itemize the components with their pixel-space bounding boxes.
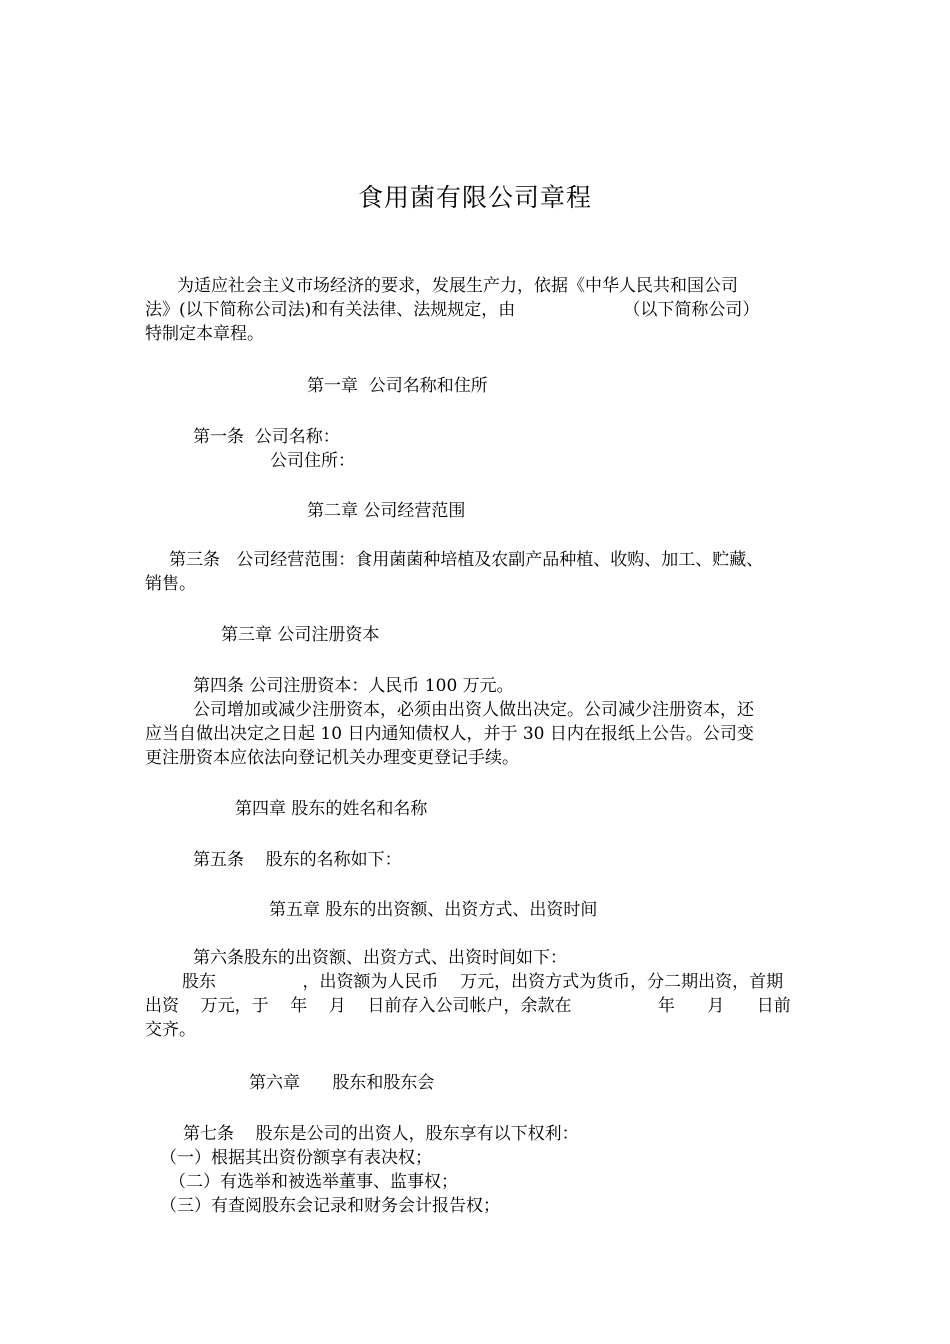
right-item: （二）有选举和被选举董事、监事权； [169,1172,458,1192]
article-4-paragraph-line-3: 更注册资本应依法向登记机关办理变更登记手续。 [145,748,519,768]
article-6: 第六条股东的出资额、出资方式、出资时间如下： [193,948,567,968]
right-item: （一）根据其出资份额享有表决权； [160,1148,432,1168]
article-1-company-address: 公司住所： [270,451,355,471]
chapter-2-heading: 第二章 公司经营范围 [307,501,466,521]
chapter-1-heading: 第一章 公司名称和住所 [307,376,488,396]
preamble-line-3: 特制定本章程。 [145,324,264,344]
chapter-3-heading: 第三章 公司注册资本 [221,625,380,645]
chapter-4-heading: 第四章 股东的姓名和名称 [235,799,428,819]
article-4-paragraph-line-1: 公司增加或减少注册资本，必须由出资人做出决定。公司减少注册资本，还 [193,700,754,720]
chapter-6-heading: 第六章 股东和股东会 [249,1073,435,1093]
article-6-paragraph-line-1: 股东 ，出资额为人民币 万元，出资方式为货币，分二期出资，首期 [182,972,784,992]
right-item: （三）有查阅股东会记录和财务会计报告权； [160,1196,500,1216]
article-7: 第七条 股东是公司的出资人，股东享有以下权利： [183,1124,579,1144]
preamble-line-2: 法》(以下简称公司法)和有关法律、法规规定，由 （以下简称公司） [145,300,760,320]
preamble-line-1: 为适应社会主义市场经济的要求，发展生产力，依据《中华人民共和国公司 [177,276,738,296]
chapter-5-heading: 第五章 股东的出资额、出资方式、出资时间 [269,900,598,920]
article-1-company-name: 第一条 公司名称： [193,427,340,447]
article-3-line-1: 第三条 公司经营范围：食用菌菌种培植及农副产品种植、收购、加工、贮藏、 [169,550,764,570]
article-4-paragraph-line-2: 应当自做出决定之日起 10 日内通知债权人，并于 30 日内在报纸上公告。公司变 [145,724,754,744]
article-6-paragraph-line-2: 出资 万元，于 年 月 日前存入公司帐户，余款在 年 月 日前 [145,996,791,1016]
article-6-paragraph-line-3: 交齐。 [145,1020,196,1040]
article-3-line-2: 销售。 [145,574,196,594]
page-title: 食用菌有限公司章程 [357,183,592,212]
article-4: 第四条 公司注册资本：人民币 100 万元。 [193,676,514,696]
article-5: 第五条 股东的名称如下： [193,850,402,870]
